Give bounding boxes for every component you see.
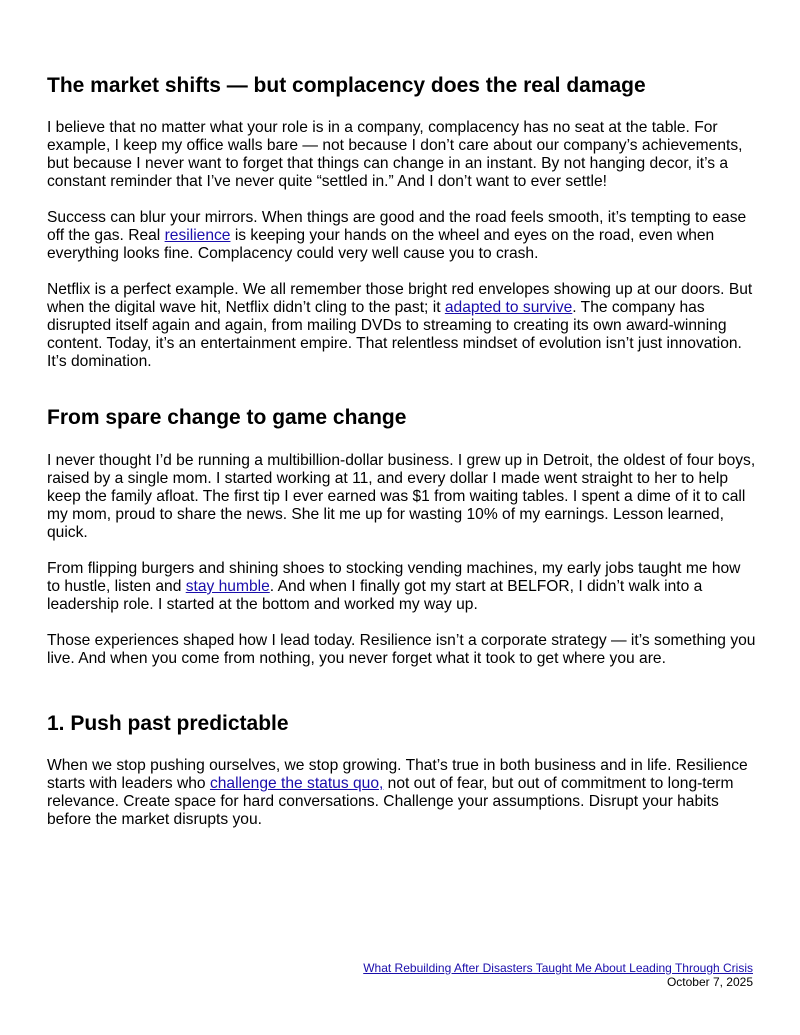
- page-footer: [363, 961, 753, 989]
- adapted-to-survive-link[interactable]: adapted to survive: [444, 299, 573, 316]
- paragraph-1-2: Success can blur your mirrors. When things are good and the road feels smooth, it’s tempting to ease off the gas. Real resilience is keeping your hands on the wheel and eyes on the road, even when everything looks fine. Complacency could very well cause you to crash.: [47, 209, 747, 262]
- paragraph-1-3: Netflix is a perfect example. We all remember those bright red envelopes showing up at our doors. But when the digital wave hit, Netflix didn’t cling to the past; it adapted to survive. The company has disrupted itself again and again, from mailing DVDs to streaming to creating its own award-winning content. Today, it’s an entertainment empire. That relentless mindset of evolution isn’t just innovation. It’s domination.: [47, 281, 753, 370]
- challenge-status-quo-link[interactable]: challenge the status quo,: [209, 775, 384, 792]
- paragraph-3-1: When we stop pushing ourselves, we stop growing. That’s true in both business and in life. Resilience starts with leaders who challenge the status quo, not out of fear, but out of commitment to long-term relevance. Create space for hard conversations. Challenge your assumptions. Disrupt your habits before the market disrupts you.: [47, 757, 748, 828]
- paragraph-1-1: I believe that no matter what your role is in a company, complacency has no seat at the table. For example, I keep my office walls bare — not because I don’t care about our company’s achievements, but because I never want to forget that things can change in an instant. By not hanging decor, it’s a constant reminder that I’ve never quite “settled in.” And I don’t want to ever settle!: [47, 119, 743, 190]
- article-title-link[interactable]: What Rebuilding After Disasters Taught Me About Leading Through Crisis: [363, 961, 753, 975]
- stay-humble-link[interactable]: stay humble: [185, 578, 270, 595]
- resilience-link[interactable]: resilience: [164, 227, 231, 244]
- paragraph-2-1: I never thought I’d be running a multibillion-dollar business. I grew up in Detroit, the oldest of four boys, raised by a single mom. I started working at 11, and every dollar I made went straight to her to help keep the family afloat. The first tip I ever earned was $1 from waiting tables. I spent a dime of it to call my mom, proud to share the news. She lit me up for wasting 10% of my earnings. Lesson learned, quick.: [47, 452, 756, 541]
- paragraph-2-3: Those experiences shaped how I lead today. Resilience isn’t a corporate strategy — it’s something you live. And when you come from nothing, you never forget what it took to get where you are.: [47, 632, 756, 667]
- article-date: October 7, 2025: [666, 975, 753, 989]
- section-heading-3: 1. Push past predictable: [47, 712, 289, 735]
- paragraph-2-2: From flipping burgers and shining shoes to stocking vending machines, my early jobs taught me how to hustle, listen and stay humble. And when I finally got my start at BELFOR, I didn’t walk into a leadership role. I started at the bottom and worked my way up.: [47, 560, 741, 613]
- section-heading-2: From spare change to game change: [47, 406, 407, 429]
- section-heading-1: The market shifts — but complacency does the real damage: [47, 74, 646, 97]
